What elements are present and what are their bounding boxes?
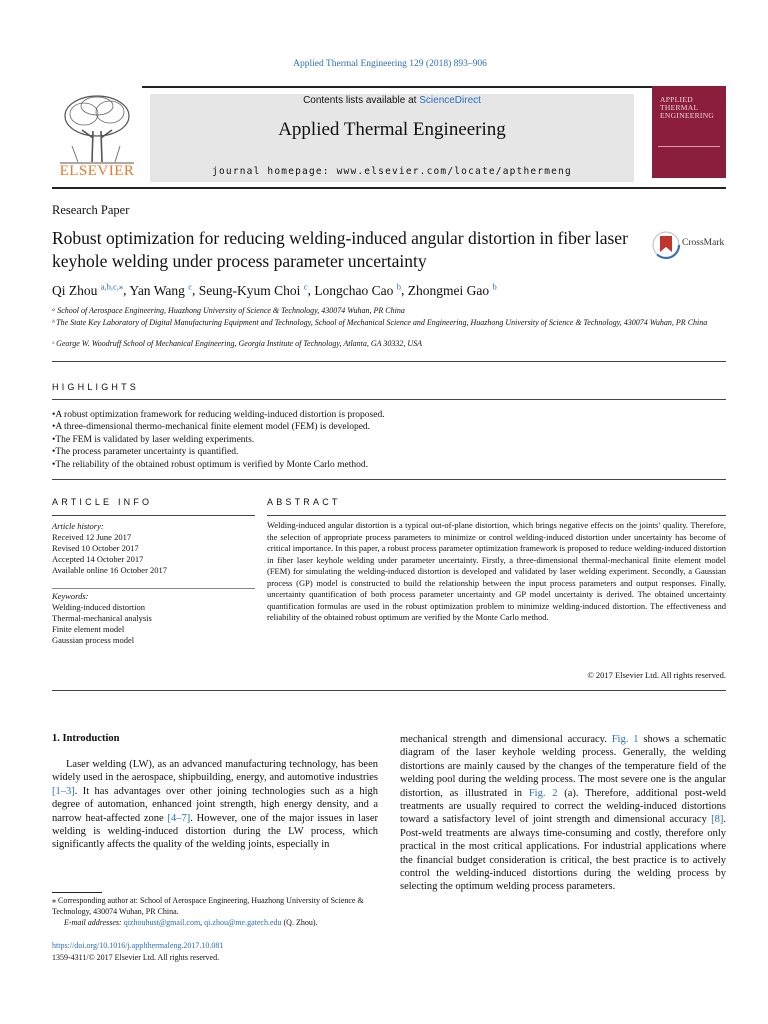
keywords: [52, 591, 152, 646]
highlights-heading: HIGHLIGHTS: [52, 382, 140, 392]
article-info-heading: ARTICLE INFO: [52, 497, 153, 507]
article-info-rule: [52, 515, 255, 516]
history-online: Available online 16 October 2017: [52, 565, 168, 575]
email-addresses: E-mail addresses: qizhouhust@gmail.com, qi.zhou@me.gatech.edu (Q. Zhou).: [64, 918, 318, 927]
contents-prefix: Contents lists available at: [303, 95, 420, 106]
keyword-item: Thermal-mechanical analysis: [52, 613, 152, 623]
keywords-label: Keywords:: [52, 591, 89, 601]
cover-title-line-3: ENGINEERING: [660, 111, 715, 120]
highlights-list: [52, 409, 385, 471]
email-link-2[interactable]: qi.zhou@me.gatech.edu: [204, 918, 282, 927]
crossmark-icon: [651, 230, 681, 260]
cover-divider: [658, 146, 720, 147]
abstract-rule: [267, 515, 726, 516]
affiliation-b: ᵇ The State Key Laboratory of Digital Manufacturing Equipment and Technology, School of Mechanical Science and Engineering, Huazhong University of Science & Technology, 430074 Wuhan, PR China: [52, 318, 708, 327]
cover-title: [660, 96, 720, 120]
footnote-rule: [52, 892, 102, 893]
corresponding-author-note: ⁎ Corresponding author at: School of Aerospace Engineering, Huazhong University of Science & Technology, 430074 Wuhan, PR China.: [52, 896, 364, 916]
abstract-text: Welding-induced angular distortion is a typical out-of-plane distortion, which brings negative effects on the joints’ quality. Therefore, the selection of appropriate process parameters to minimize or control welding-induced distortion under uncertainty has become of critical importance. In this paper, a robust process parameter optimization framework is proposed to reduce welding-induced distortion in fiber laser keyhole welding under parameter uncertainty. Firstly, a three-dimensional thermal-mechanical finite element model (FEM) for simulating the welding-induced distortion is developed and validated by laser welding experiment. Secondly, a Gaussian process (GP) model is constructed to build the relationship between the input process parameters and output responses. Finally, uncertainty quantification of both process parameter uncertainty and GP model uncertainty is derived. The obtained uncertainty quantification formulas are used in the robust optimization problem to minimize welding-induced distortion. The effectiveness and reliability of the obtained robust optimum are verified by the Monte Carlo method.: [267, 520, 726, 622]
citation-ref[interactable]: [1–3]: [52, 785, 75, 797]
author-4[interactable]: Longchao Cao $^b$: [314, 281, 402, 298]
history-accepted: Accepted 14 October 2017: [52, 554, 144, 564]
figure-ref[interactable]: Fig. 2: [528, 787, 558, 799]
citation-ref[interactable]: [8]: [711, 814, 724, 826]
affiliation-c: ᶜ George W. Woodruff School of Mechanical Engineering, Georgia Institute of Technology, Atlanta, GA 30332, USA: [52, 339, 423, 348]
article-title: Robust optimization for reducing welding-induced angular distortion in fiber laser keyhole welding under process parameter uncertainty: [52, 228, 628, 271]
intro-paragraph-col2: mechanical strength and dimensional accuracy. Fig. 1 shows a schematic diagram of the laser keyhole welding process. Generally, the welding distortions are mainly caused by the changes of the temperature field of the welding pool during the welding process. The most severe one is the angular distortion, as illustrated in Fig. 2 (a). Therefore, additional post-weld treatments are usually required to correct the welding-induced distortions toward a satisfactory level of joint strength and dimensional accuracy [8]. Post-weld treatments are always time-consuming and costly, therefore only practical in the most critical applications. For industrial applications where the financial budget consideration is critical, the best practice is to actively control the welding-induced distortions during the welding process by selecting the optimum welding process parameters.: [400, 734, 727, 893]
crossmark-badge[interactable]: [651, 230, 731, 260]
history-label: Article history:: [52, 521, 104, 531]
intro-paragraph-col1: Laser welding (LW), as an advanced manufacturing technology, has been widely used in the aerospace, shipbuilding, energy, and automotive industries [1–3]. It has advantages over other joining technologies such as a high degree of automation, enhanced joint strength, high energy density, and a narrow heat-affected zone [4–7]. However, one of the major issues in laser welding is welding-induced distortion during the LW process, which significantly affects the quality of the welding joints, especially in: [52, 759, 378, 851]
history-received: Received 12 June 2017: [52, 532, 132, 542]
history-revised: Revised 10 October 2017: [52, 543, 139, 553]
highlight-item: • A robust optimization framework for reducing welding-induced distortion is proposed.: [52, 409, 385, 421]
copyright-notice: © 2017 Elsevier Ltd. All rights reserved.: [587, 670, 726, 680]
keyword-item: Welding-induced distortion: [52, 602, 146, 612]
journal-citation[interactable]: Applied Thermal Engineering 129 (2018) 893–906: [293, 59, 487, 69]
abstract-bottom-rule: [52, 690, 726, 691]
journal-cover[interactable]: [652, 86, 726, 178]
author-1[interactable]: Qi Zhou $^{a,b,c,⁎}$: [52, 281, 124, 298]
keyword-item: Finite element model: [52, 624, 125, 634]
citation-ref[interactable]: [4–7]: [167, 812, 191, 824]
issn-line: 1359-4311/© 2017 Elsevier Ltd. All rights reserved.: [52, 953, 220, 962]
crossmark-label: CrossMark: [682, 238, 725, 248]
doi-link[interactable]: https://doi.org/10.1016/j.applthermaleng.2017.10.081: [52, 941, 224, 950]
highlights-rule: [52, 399, 726, 400]
journal-title: Applied Thermal Engineering: [278, 119, 506, 140]
keyword-item: Gaussian process model: [52, 635, 135, 645]
abstract-heading: ABSTRACT: [267, 497, 341, 507]
highlight-item: • The process parameter uncertainty is quantified.: [52, 446, 385, 458]
keywords-rule: [52, 588, 255, 589]
section-heading-introduction: 1. Introduction: [52, 733, 120, 744]
author-3[interactable]: Seung-Kyum Choi $^c$: [198, 281, 308, 298]
header-rule: [52, 86, 726, 88]
affiliation-rule: [52, 361, 726, 362]
author-list: Qi Zhou $^{a,b,c,⁎}$, Yan Wang $^c$, Seung-Kyum Choi $^c$, Longchao Cao $^b$, Zhongmei Gao $^b$: [52, 281, 497, 298]
contents-line: [150, 95, 634, 106]
author-5[interactable]: Zhongmei Gao $^b$: [407, 281, 497, 298]
author-2[interactable]: Yan Wang $^c$: [129, 281, 193, 298]
highlight-item: • The reliability of the obtained robust optimum is verified by Monte Carlo method.: [52, 459, 385, 471]
elsevier-logo[interactable]: [52, 86, 142, 182]
email-link-1[interactable]: qizhouhust@gmail.com: [123, 918, 201, 927]
article-history: [52, 521, 167, 576]
footnote: [52, 895, 382, 928]
highlight-item: • A three-dimensional thermo-mechanical finite element model (FEM) is developed.: [52, 421, 385, 433]
figure-ref[interactable]: Fig. 1: [611, 734, 639, 745]
article-type: Research Paper: [52, 203, 130, 217]
journal-homepage[interactable]: journal homepage: www.elsevier.com/locate/apthermeng: [212, 166, 572, 177]
affiliation-a: ᵃ School of Aerospace Engineering, Huazhong University of Science & Technology, 430074 Wuhan, PR China: [52, 306, 405, 315]
highlights-bottom-rule: [52, 479, 726, 480]
highlight-item: • The FEM is validated by laser welding experiments.: [52, 434, 385, 446]
elsevier-wordmark: ELSEVIER: [59, 163, 135, 179]
cover-title-line-2: THERMAL: [660, 103, 699, 112]
sciencedirect-link[interactable]: ScienceDirect: [419, 95, 481, 106]
cover-title-line-1: APPLIED: [660, 95, 693, 104]
masthead-rule: [52, 187, 726, 189]
